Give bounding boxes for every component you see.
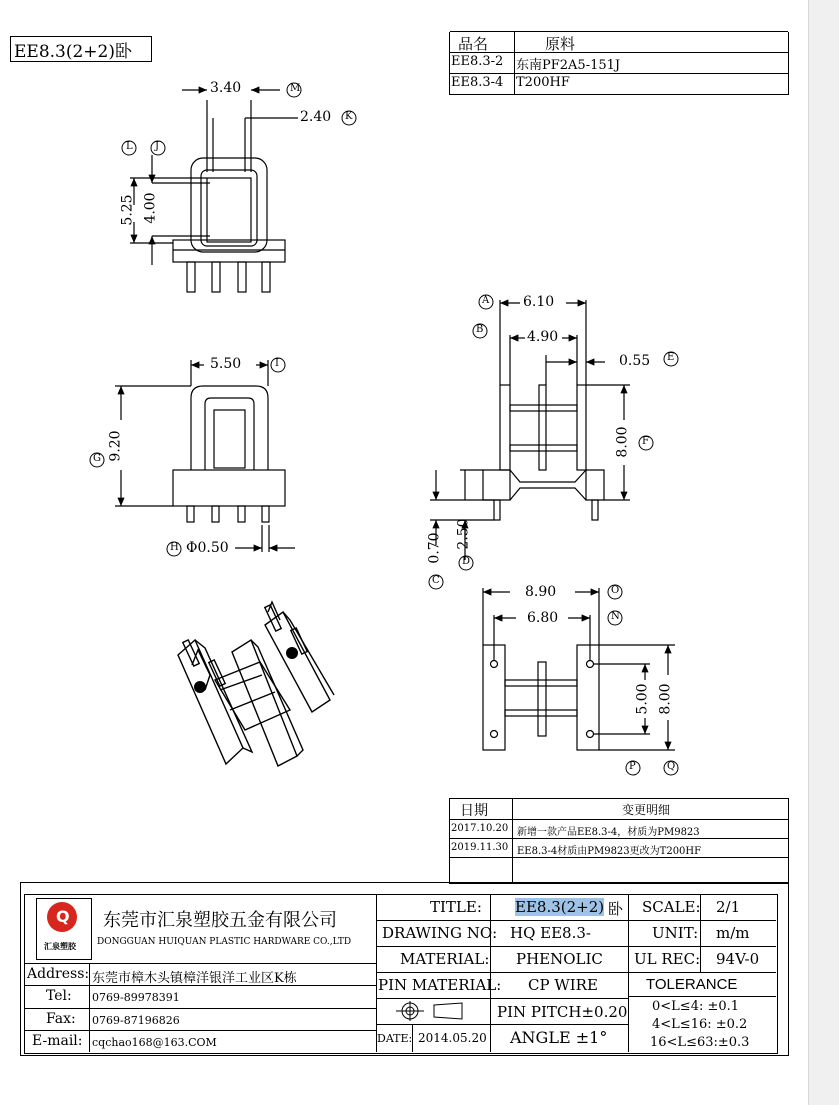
block-divider bbox=[376, 894, 377, 1052]
pin-material-value: CP WIRE bbox=[528, 976, 598, 994]
dim-6-10: 6.10 bbox=[523, 294, 555, 310]
tb-divider bbox=[376, 946, 776, 947]
view-front bbox=[115, 360, 295, 552]
projection-symbol-icon bbox=[392, 1000, 472, 1022]
dim-phi-0-50: Φ0.50 bbox=[186, 540, 229, 556]
callout-m: M bbox=[290, 83, 301, 94]
dim-8-00: 8.00 bbox=[614, 426, 631, 458]
angle: ANGLE ±1° bbox=[510, 1028, 608, 1047]
model-title: EE8.3(2+2)卧 bbox=[14, 42, 132, 62]
dim-0-55: 0.55 bbox=[619, 353, 651, 369]
view-side-top bbox=[130, 90, 298, 292]
drawing-value: HQ EE8.3- bbox=[510, 924, 591, 942]
callout-h: H bbox=[170, 542, 179, 553]
tb-col bbox=[490, 998, 491, 1052]
tb-divider bbox=[376, 1024, 628, 1025]
tolerance-label: TOLERANCE bbox=[646, 976, 738, 993]
tel-value: 0769-89978391 bbox=[92, 991, 180, 1004]
dim-0-70: 0.70 bbox=[426, 532, 443, 564]
fax-value: 0769-87196826 bbox=[92, 1014, 180, 1027]
dim-9-20: 9.20 bbox=[107, 430, 124, 462]
material-value: PHENOLIC bbox=[516, 950, 603, 968]
revision-header-date: 日期 bbox=[460, 803, 488, 819]
unit-label: UNIT: bbox=[652, 924, 699, 942]
callout-k: K bbox=[345, 111, 353, 122]
email-value: cqchao168@163.COM bbox=[92, 1036, 217, 1049]
material-row-2-name: EE8.3-4 bbox=[451, 75, 504, 90]
dim-5-00: 5.00 bbox=[634, 683, 651, 715]
dim-8-90: 8.90 bbox=[525, 584, 557, 600]
tb-divider bbox=[376, 920, 776, 921]
pin-pitch: PIN PITCH±0.20 bbox=[497, 1003, 628, 1021]
callout-c: C bbox=[432, 575, 440, 586]
material-header-name: 品名 bbox=[458, 35, 489, 53]
info-divider bbox=[24, 1008, 376, 1009]
scale-label: SCALE: bbox=[642, 898, 701, 916]
revision-table bbox=[449, 798, 789, 884]
callout-l: L bbox=[126, 141, 133, 152]
right-scroll-panel[interactable] bbox=[808, 0, 839, 1105]
date-label: DATE: bbox=[377, 1032, 413, 1045]
callout-a: A bbox=[482, 295, 490, 306]
revision-row-2-date: 2019.11.30 bbox=[451, 842, 509, 853]
callout-i: I bbox=[275, 358, 279, 369]
callout-p: P bbox=[629, 761, 636, 772]
scale-value: 2/1 bbox=[716, 898, 741, 916]
material-row-1-name: EE8.3-2 bbox=[451, 54, 504, 69]
callout-b: B bbox=[476, 324, 484, 335]
title-suffix: 卧 bbox=[608, 900, 624, 918]
callout-j: J bbox=[155, 141, 160, 152]
dim-5-25: 5.25 bbox=[119, 194, 136, 226]
address-label: Address: bbox=[27, 966, 90, 982]
address-value: 东莞市樟木头镇樟洋银洋工业区K栋 bbox=[92, 971, 297, 986]
tolerance-row-2: 4<L≤16: ±0.2 bbox=[652, 1017, 748, 1032]
revision-row-1-desc: 新增一款产品EE8.3-4，材质为PM9823 bbox=[517, 827, 700, 838]
dim-4-00: 4.00 bbox=[142, 192, 159, 224]
logo-caption: 汇泉塑胶 bbox=[44, 941, 76, 951]
unit-value: m/m bbox=[716, 924, 750, 942]
material-row-2-material: T200HF bbox=[516, 75, 570, 90]
callout-f: F bbox=[642, 436, 649, 447]
callout-e: E bbox=[667, 352, 675, 363]
dim-8-00b: 8.00 bbox=[657, 683, 674, 715]
material-header-material: 原料 bbox=[545, 35, 576, 53]
tel-label: Tel: bbox=[46, 988, 72, 1004]
dim-6-80: 6.80 bbox=[527, 610, 559, 626]
revision-row-1-date: 2017.10.20 bbox=[451, 823, 509, 834]
ul-value: 94V-0 bbox=[716, 950, 760, 968]
company-name-cn: 东莞市汇泉塑胶五金有限公司 bbox=[103, 910, 337, 931]
revision-row-2-desc: EE8.3-4材质由PM9823更改为T200HF bbox=[517, 846, 702, 857]
logo-letter: Q bbox=[56, 907, 70, 926]
dim-2-40: 2.40 bbox=[300, 109, 332, 125]
tb-divider bbox=[376, 998, 628, 999]
tb-divider bbox=[628, 972, 776, 973]
dim-4-90: 4.90 bbox=[527, 329, 559, 345]
info-col-divider bbox=[89, 963, 90, 1052]
drawing-label: DRAWING NO: bbox=[382, 924, 498, 942]
material-label: MATERIAL: bbox=[400, 950, 490, 968]
dim-3-40: 3.40 bbox=[210, 80, 242, 96]
email-label: E-mail: bbox=[32, 1033, 83, 1049]
tb-col bbox=[628, 894, 629, 1052]
info-divider bbox=[24, 963, 376, 964]
pin-material-label: PIN MATERIAL: bbox=[378, 976, 502, 994]
company-name-en: DONGGUAN HUIQUAN PLASTIC HARDWARE CO.,LTD bbox=[97, 937, 352, 947]
callout-o: O bbox=[611, 585, 620, 596]
tolerance-row-3: 16<L≤63:±0.3 bbox=[650, 1035, 750, 1050]
info-divider bbox=[24, 1030, 376, 1031]
callout-g: G bbox=[93, 453, 101, 464]
callout-n: N bbox=[611, 611, 620, 622]
callout-q: Q bbox=[667, 761, 676, 772]
title-label: TITLE: bbox=[430, 898, 482, 916]
dim-2-50: 2.50 bbox=[455, 518, 472, 550]
ul-label: UL REC: bbox=[634, 950, 701, 968]
view-bottom bbox=[483, 588, 675, 750]
tb-divider bbox=[376, 972, 628, 973]
fax-label: Fax: bbox=[46, 1011, 76, 1027]
dim-5-50: 5.50 bbox=[210, 356, 242, 372]
title-value[interactable]: EE8.3(2+2) bbox=[515, 898, 605, 916]
callout-d: D bbox=[462, 556, 471, 567]
material-row-1-material: 东南PF2A5-151J bbox=[516, 58, 621, 73]
revision-header-desc: 变更明细 bbox=[622, 803, 671, 817]
date-value: 2014.05.20 bbox=[418, 1031, 487, 1045]
tb-divider bbox=[628, 996, 776, 997]
tolerance-row-1: 0<L≤4: ±0.1 bbox=[652, 999, 740, 1014]
